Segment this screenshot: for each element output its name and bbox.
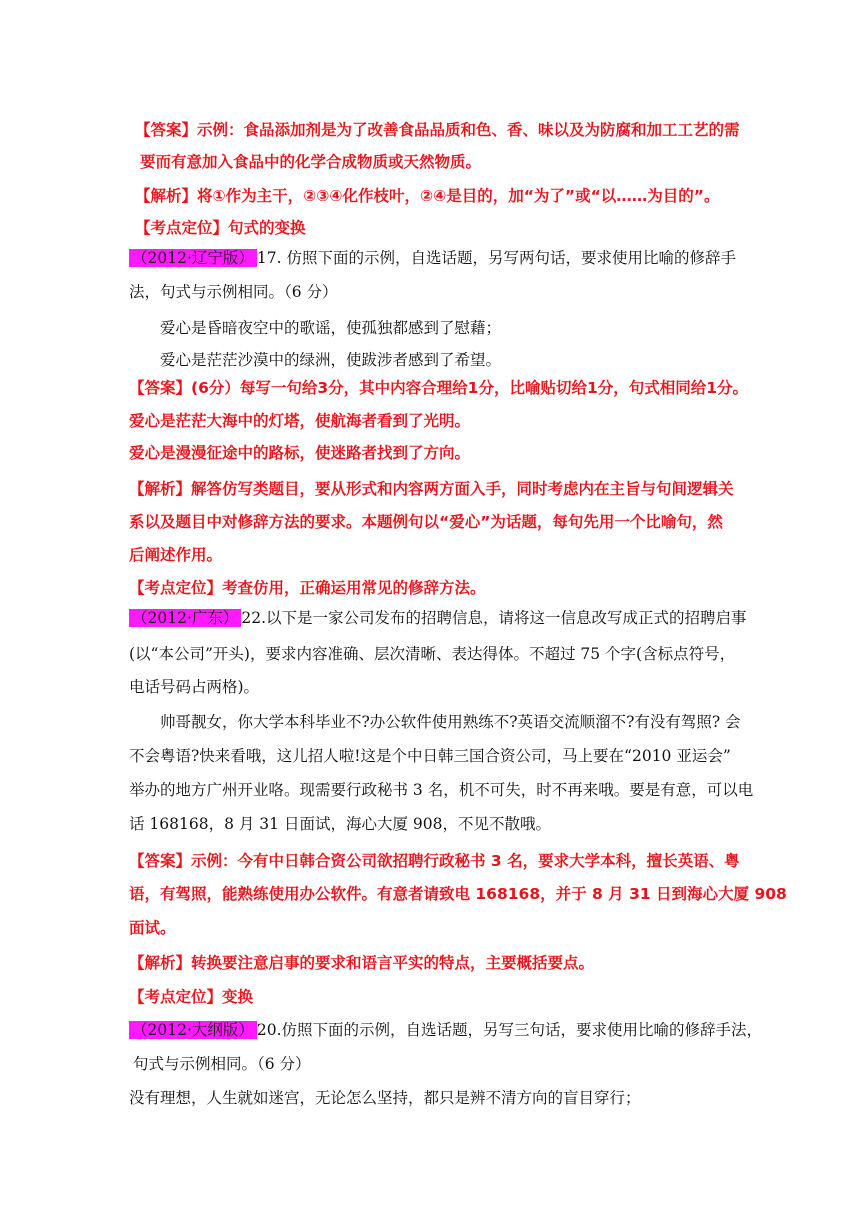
answer-line-2: 要而有意加入食品中的化学合成物质或天然物质。 bbox=[140, 153, 482, 171]
point-line-1: 【考点定位】句式的变换 bbox=[135, 219, 306, 237]
answer-17-line-3: 爱心是漫漫征途中的路标，使迷路者找到了方向。 bbox=[129, 444, 471, 462]
analysis-17-line-3: 后阐述作用。 bbox=[129, 546, 223, 564]
answer-22-line-3: 面试。 bbox=[129, 919, 176, 937]
answer-17-line-2: 爱心是茫茫大海中的灯塔，使航海者看到了光明。 bbox=[129, 412, 471, 430]
recruit-info-line-2: 不会粤语?快来看哦，这儿招人啦!这是个中日韩三国合资公司，马上要在“2010 亚运会” bbox=[129, 747, 731, 765]
question-20-line-1 bbox=[129, 1020, 762, 1040]
recruit-info-line-4: 话 168168，8 月 31 日面试，海心大厦 908，不见不散哦。 bbox=[129, 815, 551, 833]
source-tag-dagang: （2012·大纲版） bbox=[129, 1021, 257, 1039]
question-20-line-2: 句式与示例相同。（6 分） bbox=[133, 1055, 311, 1073]
analysis-22-line: 【解析】转换要注意启事的要求和语言平实的特点，主要概括要点。 bbox=[129, 954, 595, 972]
point-22-line: 【考点定位】变换 bbox=[129, 988, 254, 1006]
analysis-17-line-2: 系以及题目中对修辞方法的要求。本题例句以“爱心”为话题，每句先用一个比喻句，然 bbox=[129, 513, 723, 531]
answer-17-line-1: 【答案】(6分）每写一句给3分，其中内容合理给1分，比喻贴切给1分，句式相同给1分。 bbox=[129, 379, 749, 397]
answer-22-line-2: 语，有驾照，能熟练使用办公软件。有意者请致电 168168，并于 8 月 31 日到海心大厦 908 bbox=[129, 885, 787, 903]
question-22-line-2: (以“本公司”开头)，要求内容准确、层次清晰、表达得体。不超过 75 个字(含标点符号， bbox=[129, 645, 736, 663]
source-tag-guangdong: （2012·广东） bbox=[129, 609, 241, 627]
answer-22-line-1: 【答案】示例：今有中日韩合资公司欲招聘行政秘书 3 名，要求大学本科，擅长英语、粤 bbox=[129, 852, 740, 870]
analysis-17-line-1: 【解析】解答仿写类题目，要从形式和内容两方面入手，同时考虑内在主旨与句间逻辑关 bbox=[129, 480, 734, 498]
recruit-info-line-1: 帅哥靓女，你大学本科毕业不?办公软件使用熟练不?英语交流顺溜不?有没有驾照? 会 bbox=[160, 713, 741, 731]
question-20-text: 20.仿照下面的示例，自选话题，另写三句话，要求使用比喻的修辞手法， bbox=[256, 1021, 763, 1039]
question-22-line-3: 电话号码占两格)。 bbox=[129, 678, 260, 696]
question-17-line-2: 法，句式与示例相同。（6 分） bbox=[129, 283, 338, 301]
example-20-line-1: 没有理想，人生就如迷宫，无论怎么坚持，都只是辨不清方向的盲目穿行； bbox=[129, 1089, 641, 1107]
example-line-2: 爱心是茫茫沙漠中的绿洲，使跋涉者感到了希望。 bbox=[160, 351, 502, 369]
question-17-text: 17. 仿照下面的示例，自选话题，另写两句话，要求使用比喻的修辞手 bbox=[256, 249, 736, 267]
question-17-line-1 bbox=[129, 248, 736, 268]
point-17-line: 【考点定位】考查仿用，正确运用常见的修辞方法。 bbox=[129, 579, 486, 597]
example-line-1: 爱心是昏暗夜空中的歌谣，使孤独都感到了慰藉； bbox=[160, 319, 502, 337]
question-22-line-1 bbox=[129, 608, 747, 628]
analysis-line-1: 【解析】将①作为主干，②③④化作枝叶，②④是目的，加“为了”或“以……为目的”。 bbox=[135, 187, 720, 205]
question-22-text: 22.以下是一家公司发布的招聘信息，请将这一信息改写成正式的招聘启事 bbox=[241, 609, 747, 627]
answer-line-1: 【答案】示例：食品添加剂是为了改善食品品质和色、香、味以及为防腐和加工工艺的需 bbox=[135, 121, 740, 139]
recruit-info-line-3: 举办的地方广州开业咯。现需要行政秘书 3 名，机不可失，时不再来哦。要是有意，可以电 bbox=[129, 781, 754, 799]
source-tag-liaoning: （2012·辽宁版） bbox=[129, 249, 257, 267]
